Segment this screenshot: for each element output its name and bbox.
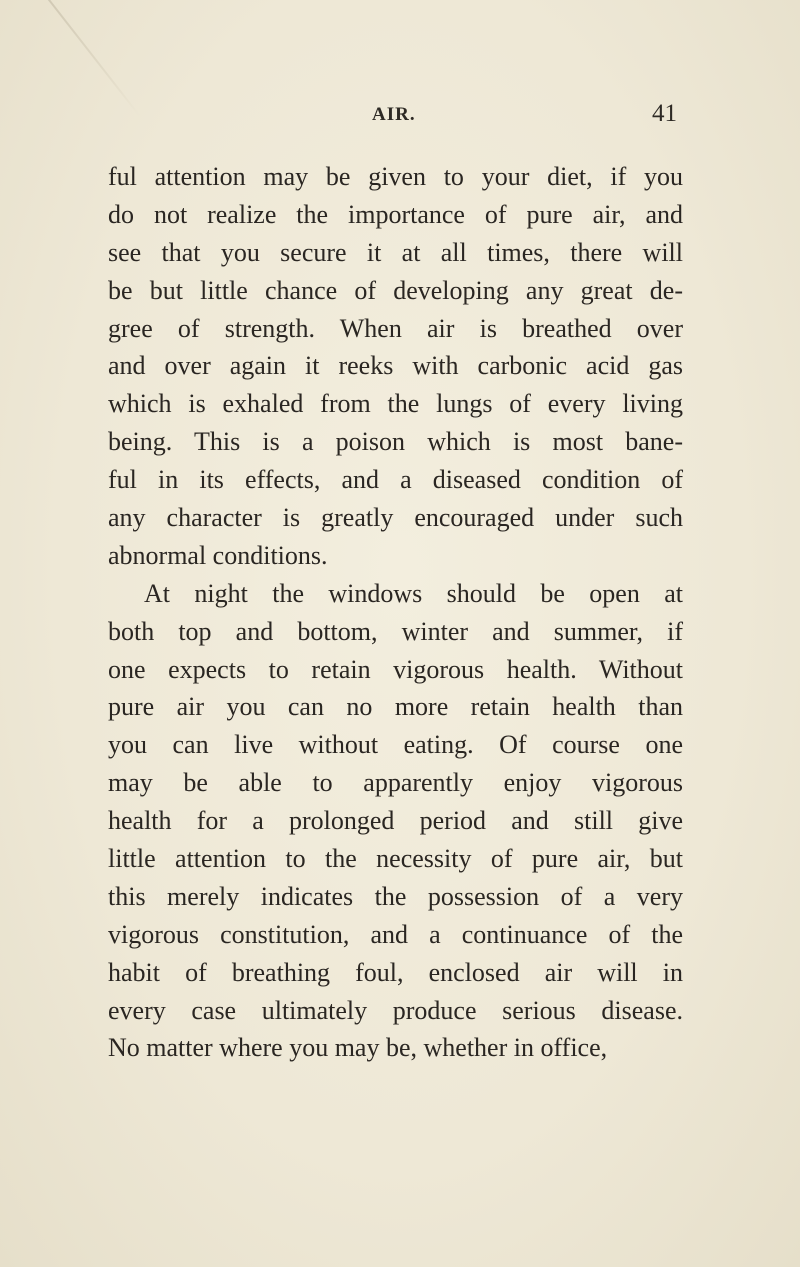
- text-line: ful attention may be given to your diet, if you: [108, 162, 683, 191]
- text-line: see that you secure it at all times, there will: [108, 237, 683, 267]
- text-line: one expects to retain vigorous health. Without: [108, 654, 683, 684]
- text-line: which is exhaled from the lungs of every living: [108, 389, 683, 419]
- text-line: be but little chance of developing any great de-: [108, 275, 683, 305]
- text-line: No matter where you may be, whether in office,: [108, 1033, 608, 1063]
- text-line: gree of strength. When air is breathed over: [108, 313, 683, 343]
- text-line: health for a prolonged period and still give: [108, 806, 683, 836]
- text-line: every case ultimately produce serious disease.: [108, 995, 683, 1025]
- paragraph-start-line: At night the windows should be open at: [144, 578, 683, 608]
- text-line: habit of breathing foul, enclosed air will in: [108, 957, 683, 987]
- text-line: vigorous constitution, and a continuance of the: [108, 919, 683, 949]
- text-line: both top and bottom, winter and summer, if: [108, 616, 683, 646]
- text-line: this merely indicates the possession of a very: [108, 881, 683, 911]
- text-line: may be able to apparently enjoy vigorous: [108, 768, 683, 798]
- text-line: little attention to the necessity of pure air, but: [108, 844, 683, 874]
- text-line: ful in its effects, and a diseased condition of: [108, 465, 683, 495]
- page-number: 41: [652, 100, 677, 127]
- text-line: pure air you can no more retain health than: [108, 692, 683, 722]
- text-line: any character is greatly encouraged under such: [108, 503, 683, 533]
- text-line: and over again it reeks with carbonic acid gas: [108, 351, 683, 381]
- text-line: being. This is a poison which is most bane-: [108, 427, 683, 457]
- text-line: do not realize the importance of pure air, and: [108, 199, 683, 229]
- running-head: AIR.: [372, 104, 416, 125]
- page-crease: [40, 0, 140, 116]
- body-text: [108, 158, 683, 1067]
- text-line: you can live without eating. Of course one: [108, 730, 683, 760]
- paragraph-end-line: abnormal conditions.: [108, 540, 328, 570]
